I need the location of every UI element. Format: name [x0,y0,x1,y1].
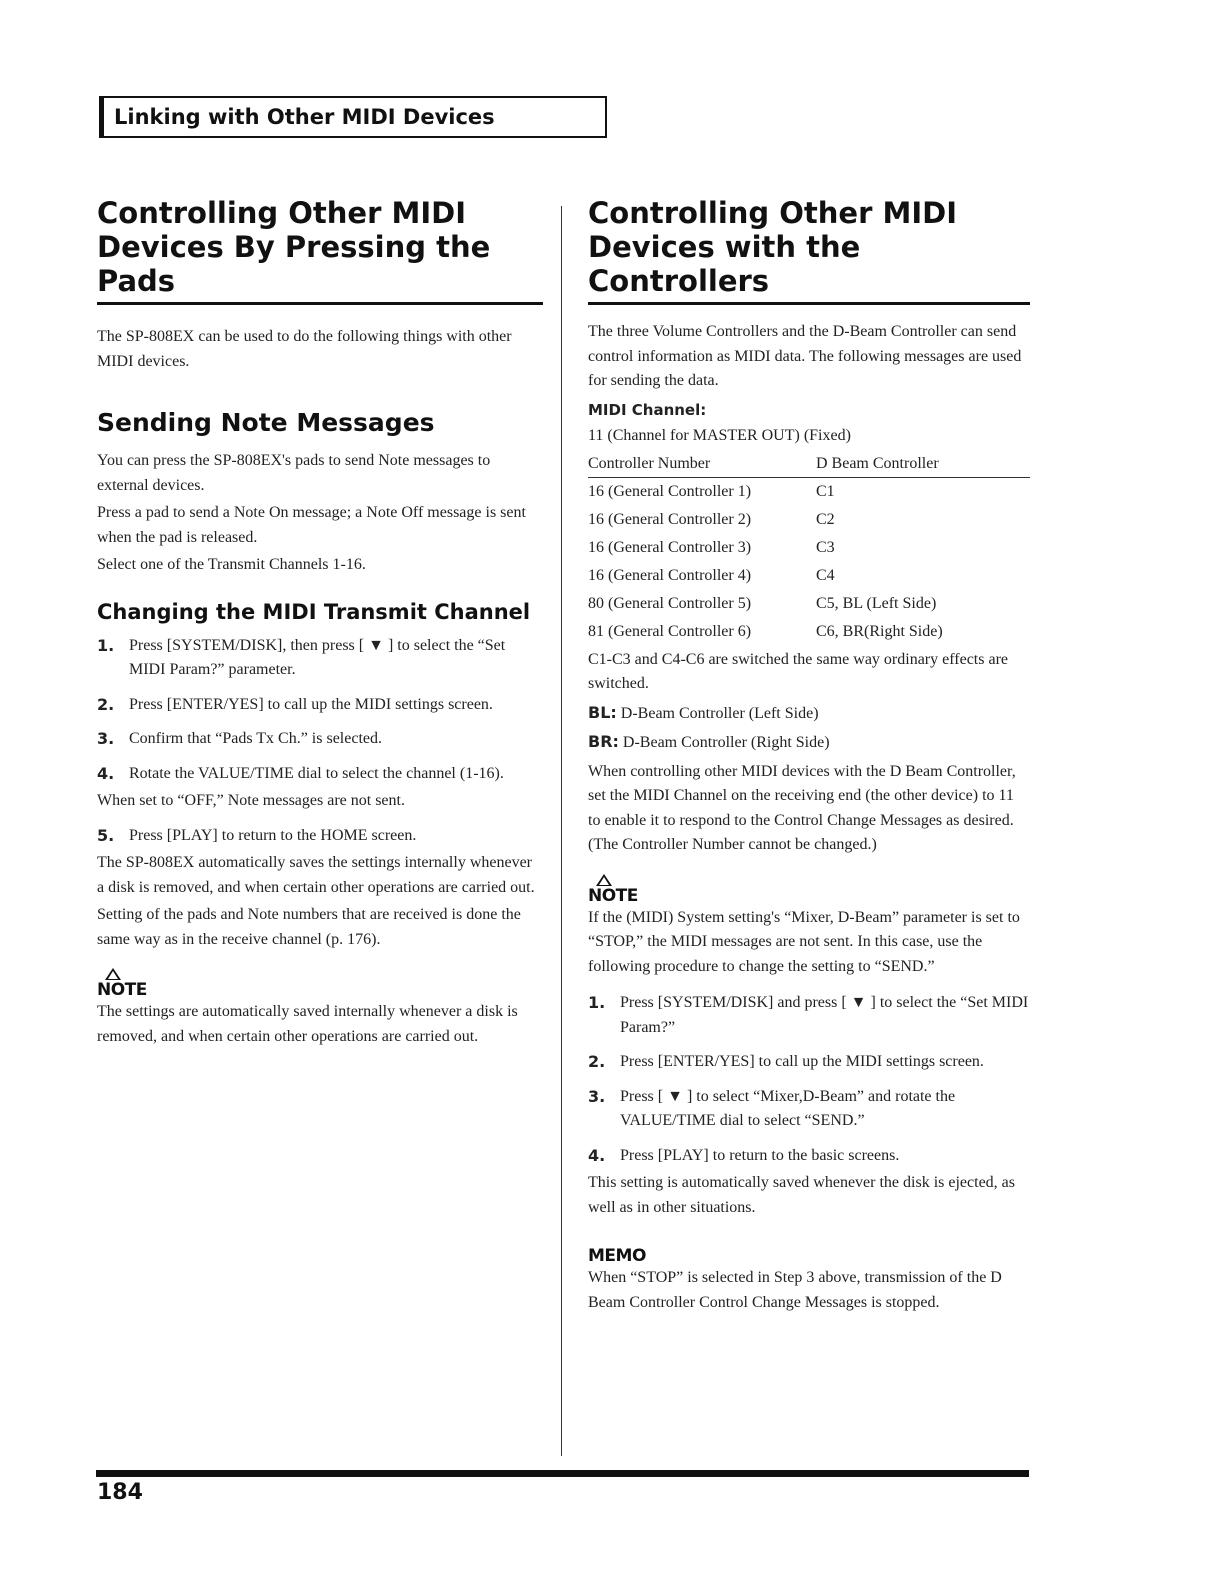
left-heading: Controlling Other MIDI Devices By Pressing the Pads [97,196,543,305]
table-cell: C4 [816,566,835,584]
note-icon: NOTE [588,886,638,906]
sending-note-p3: Select one of the Transmit Channels 1-16. [97,556,366,573]
bl-text: D-Beam Controller (Left Side) [620,704,819,722]
sending-note-p2: Press a pad to send a Note On message; a Note Off message is sent when the pad is released. [97,504,526,546]
table-cell: 80 (General Controller 5) [588,594,752,612]
left-step-1 [97,634,543,683]
table-header-row [588,451,1030,478]
br-line [588,730,1030,756]
br-label: BR: [588,732,619,751]
table-cell: C2 [816,510,835,528]
table-cell: 16 (General Controller 2) [588,510,752,528]
right-note-text: If the (MIDI) System setting's “Mixer, D-Beam” parameter is set to “STOP,” the MIDI messages are not sent. In this case, use the following procedure to change the setting to “SEND.” [588,908,1020,975]
right-column [588,196,1030,1315]
table-header-cell: Controller Number [588,451,816,478]
transmit-channel-title: Changing the MIDI Transmit Channel [97,599,531,624]
right-step-2 [588,1050,1030,1075]
left-step-5 [97,824,543,849]
step-number: 3. [588,1086,606,1106]
right-step-list [588,991,1030,1168]
table-cell: C3 [816,538,835,556]
table-row [588,590,1030,618]
right-after-p: This setting is automatically saved whenever the disk is ejected, as well as in other situations. [588,1174,1015,1216]
step-number: 2. [588,1052,606,1071]
step-text: Confirm that “Pads Tx Ch.” is selected. [129,730,382,747]
step-text: Press [SYSTEM/DISK] and press [ ▼ ] to select the “Set MIDI Param?” [620,994,1029,1036]
column-divider [561,206,562,1456]
footer-rule [96,1470,1029,1477]
step-number: 1. [97,635,115,655]
memo-text: When “STOP” is selected in Step 3 above, transmission of the D Beam Controller Control Change Messages is stopped. [588,1269,1002,1311]
right-step-4 [588,1144,1030,1169]
left-step-list [97,634,543,787]
table-cell: C1 [816,482,835,500]
off-note: When set to “OFF,” Note messages are not sent. [97,792,405,809]
table-cell: 81 (General Controller 6) [588,622,752,640]
controlling-p: When controlling other MIDI devices with the D Beam Controller, set the MIDI Channel on the receiving end (the other device) to 11 to enable it to respond to the Control Change Messages as desired. (The Controller Number cannot be changed.) [588,762,1016,853]
section-header-box [99,96,607,138]
sending-note-p1: You can press the SP-808EX's pads to send Note messages to external devices. [97,452,491,494]
bl-label: BL: [588,702,617,722]
table-cell: 16 (General Controller 1) [588,482,752,500]
step-number: 2. [97,694,115,714]
switch-note: C1-C3 and C4-C6 are switched the same way ordinary effects are switched. [588,650,1009,692]
table-cell: 16 (General Controller 4) [588,566,752,584]
step-number: 5. [97,825,115,845]
step-number: 3. [97,729,115,748]
step-number: 4. [97,763,115,783]
section-header-title: Linking with Other MIDI Devices [114,105,495,129]
right-step-3 [588,1085,1030,1134]
midi-channel-value: 11 (Channel for MASTER OUT) (Fixed) [588,427,851,444]
step-text: Press [ ▼ ] to select “Mixer,D-Beam” and rotate the VALUE/TIME dial to select “SEND.” [620,1087,956,1129]
table-cell: C5, BL (Left Side) [816,594,937,612]
table-row [588,534,1030,562]
right-heading: Controlling Other MIDI Devices with the Controllers [588,196,1030,305]
left-step-3 [97,727,543,752]
note-icon: NOTE [97,980,147,1000]
left-step-4 [97,762,543,787]
auto-save-p: The SP-808EX automatically saves the settings internally whenever a disk is removed, and when certain other operations are carried out. [97,854,535,896]
page-number: 184 [97,1480,143,1505]
table-header-cell: D Beam Controller [816,451,1030,478]
table-row [588,618,1030,646]
step-text: Press [ENTER/YES] to call up the MIDI settings screen. [620,1053,984,1070]
memo-block [588,1246,1030,1315]
left-note-text: The settings are automatically saved internally whenever a disk is removed, and when certain other operations are carried out. [97,1003,518,1045]
table-row [588,562,1030,590]
table-row [588,477,1030,506]
br-text: D-Beam Controller (Right Side) [622,734,830,751]
sending-note-title: Sending Note Messages [97,408,435,437]
left-column [97,196,543,1049]
step-text: Press [ENTER/YES] to call up the MIDI settings screen. [129,695,493,713]
left-intro: The SP-808EX can be used to do the following things with other MIDI devices. [97,328,512,370]
step-number: 4. [588,1145,606,1165]
right-intro: The three Volume Controllers and the D-Beam Controller can send control information as MIDI data. The following messages are used for sending the data. [588,323,1022,389]
table-row [588,506,1030,534]
step-text: Press [PLAY] to return to the HOME screen. [129,826,417,844]
step-text: Rotate the VALUE/TIME dial to select the channel (1-16). [129,764,504,782]
step-text: Press [SYSTEM/DISK], then press [ ▼ ] to select the “Set MIDI Param?” parameter. [129,636,506,678]
bl-line [588,701,1030,727]
midi-channel-label: MIDI Channel: [588,400,707,419]
left-step-2 [97,693,543,718]
memo-icon: MEMO [588,1246,646,1266]
right-step-1 [588,991,1030,1040]
table-cell: C6, BR(Right Side) [816,622,943,640]
left-note-block [97,980,543,1049]
right-note-block [588,886,1030,980]
step-text: Press [PLAY] to return to the basic screens. [620,1146,900,1164]
step-number: 1. [588,993,606,1012]
table-cell: 16 (General Controller 3) [588,538,752,556]
controller-table [588,451,1030,646]
pads-setting-p: Setting of the pads and Note numbers that are received is done the same way as in the receive channel (p. 176). [97,906,521,948]
